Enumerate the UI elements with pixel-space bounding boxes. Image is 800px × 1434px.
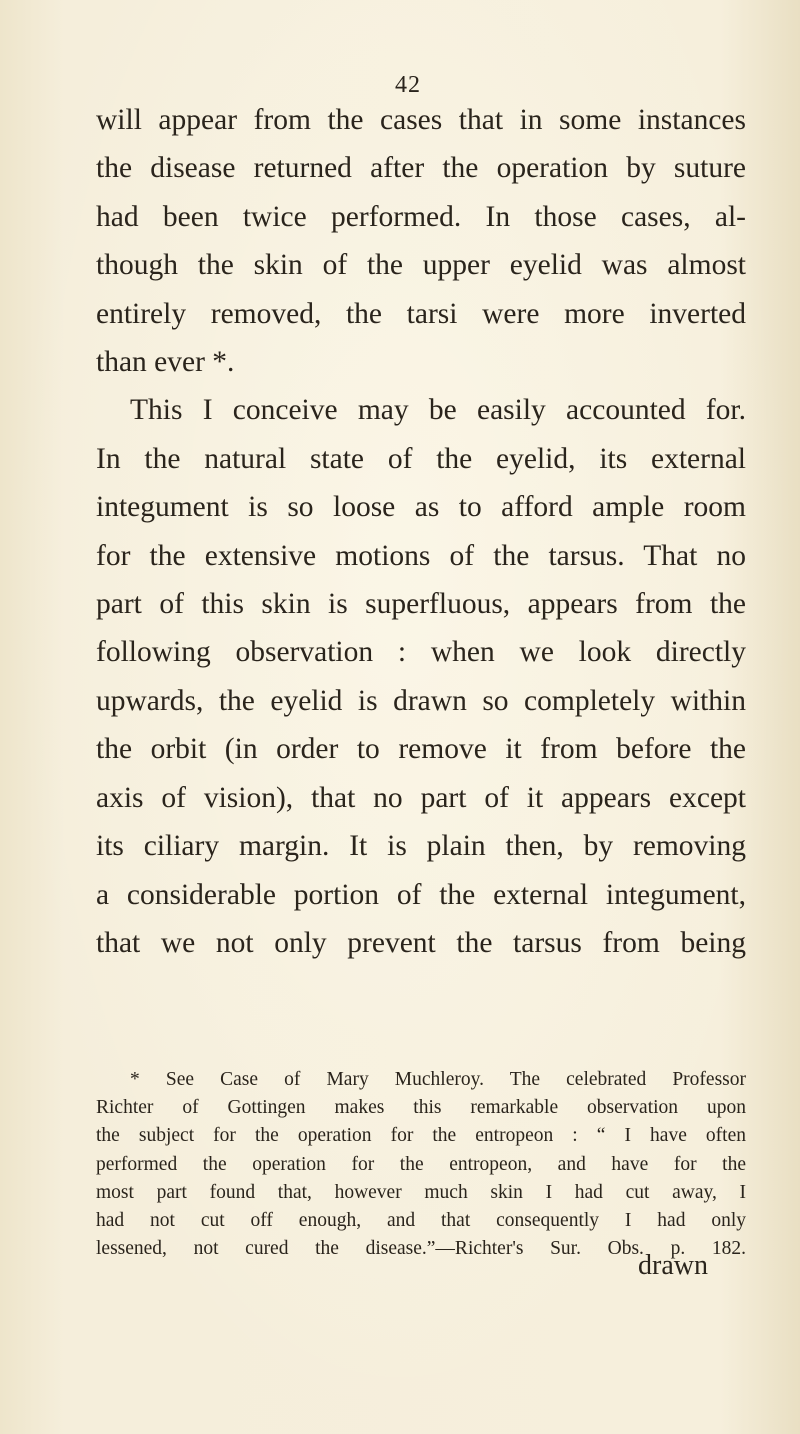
body-line: its ciliary margin. It is plain then, by removing: [96, 830, 746, 863]
body-line: In the natural state of the eyelid, its external: [96, 442, 746, 475]
footnote-line: performed the operation for the entropeon, and have for the: [96, 1153, 746, 1175]
body-line: This I conceive may be easily accounted for.: [130, 394, 746, 427]
body-line: entirely removed, the tarsi were more inverted: [96, 297, 746, 330]
page-number: 42: [395, 72, 421, 98]
footnote-line: Richter of Gottingen makes this remarkable observation upon: [96, 1097, 746, 1119]
footnote-line: lessened, not cured the disease.”—Richter's Sur. Obs. p. 182.: [96, 1238, 746, 1260]
body-line: part of this skin is superfluous, appears from the: [96, 588, 746, 621]
footnote-line: had not cut off enough, and that consequently I had only: [96, 1210, 746, 1232]
catchword: drawn: [638, 1250, 708, 1281]
body-line: upwards, the eyelid is drawn so completely within: [96, 684, 746, 717]
body-line: the orbit (in order to remove it from before the: [96, 733, 746, 766]
body-line: axis of vision), that no part of it appears except: [96, 781, 746, 814]
body-line: integument is so loose as to afford ample room: [96, 491, 746, 524]
body-line: a considerable portion of the external integument,: [96, 878, 746, 911]
footnote-line: most part found that, however much skin I had cut away, I: [96, 1181, 746, 1203]
footnote-line: * See Case of Mary Muchleroy. The celebrated Professor: [130, 1069, 746, 1090]
footnote-line: the subject for the operation for the entropeon : “ I have often: [96, 1125, 746, 1147]
body-line: though the skin of the upper eyelid was almost: [96, 249, 746, 282]
body-line: had been twice performed. In those cases, al-: [96, 200, 746, 233]
footnote: [96, 1066, 746, 1263]
body-line: that we not only prevent the tarsus from being: [96, 926, 746, 959]
body-line: following observation : when we look directly: [96, 636, 746, 669]
body-line: will appear from the cases that in some instances: [96, 104, 746, 136]
body-line: than ever *.: [96, 346, 235, 379]
body-text: [96, 96, 746, 967]
body-line: for the extensive motions of the tarsus. That no: [96, 539, 746, 572]
body-line: the disease returned after the operation by suture: [96, 152, 746, 185]
